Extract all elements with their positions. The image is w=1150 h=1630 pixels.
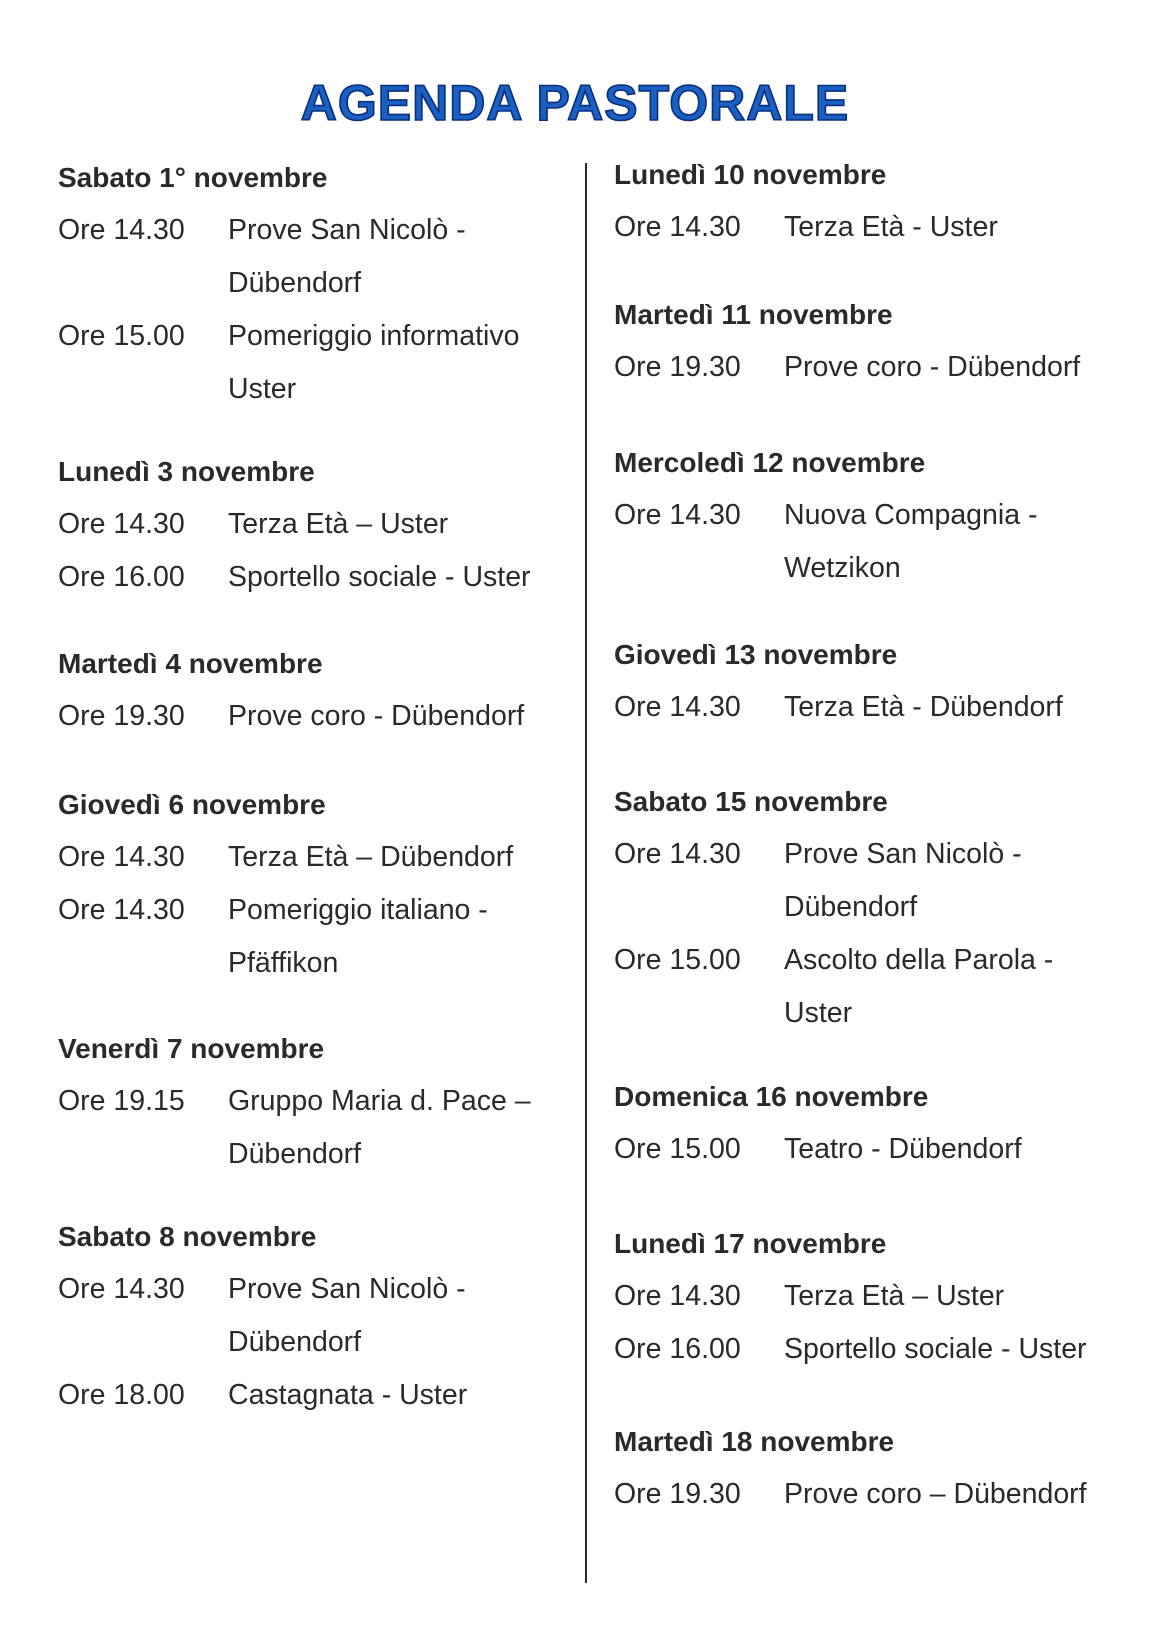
event-row (58, 1263, 578, 1369)
event-time: Ore 14.30 (58, 894, 185, 926)
event-description (228, 310, 519, 416)
event-description (228, 1263, 466, 1369)
day-block (614, 1218, 1134, 1376)
event-description (784, 1468, 1087, 1521)
event-description-line: Ascolto della Parola - (784, 944, 1054, 976)
event-row (614, 934, 1134, 1040)
day-heading: Lunedì 10 novembre (614, 159, 887, 190)
event-description-line: Gruppo Maria d. Pace – (228, 1085, 531, 1117)
event-description (228, 1075, 531, 1181)
event-time: Ore 14.30 (614, 499, 741, 531)
event-row (58, 1369, 578, 1422)
event-description (784, 1323, 1087, 1376)
event-description-line: Nuova Compagnia - (784, 499, 1038, 531)
event-description-line: Prove coro - Dübendorf (228, 700, 525, 732)
event-row (614, 1270, 1134, 1323)
event-description-line: Dübendorf (784, 891, 918, 923)
event-description (228, 690, 524, 743)
event-time: Ore 15.00 (614, 944, 741, 976)
event-description-line: Prove San Nicolò - (228, 214, 466, 246)
event-description-line: Terza Età – Uster (228, 508, 449, 540)
page-title: AGENDA PASTORALE (300, 75, 850, 131)
event-description-line: Terza Età - Uster (784, 211, 998, 243)
event-description-line: Sportello sociale - Uster (228, 561, 531, 593)
event-row (58, 498, 578, 551)
event-time: Ore 19.30 (614, 351, 741, 383)
event-description (228, 498, 448, 551)
event-row (58, 551, 578, 604)
event-description-line: Pfäffikon (228, 947, 339, 979)
event-row (614, 828, 1134, 934)
event-row (58, 690, 578, 743)
day-block (614, 1071, 1134, 1176)
event-description-line: Prove San Nicolò - (228, 1273, 466, 1305)
event-description (784, 934, 1053, 1040)
event-description-line: Dübendorf (228, 267, 362, 299)
event-row (58, 1075, 578, 1181)
event-description-line: Terza Età – Uster (784, 1280, 1005, 1312)
day-heading: Lunedì 17 novembre (614, 1228, 887, 1259)
event-description (784, 681, 1063, 734)
day-block (58, 1211, 578, 1422)
event-time: Ore 16.00 (614, 1333, 741, 1365)
column-divider (585, 163, 587, 1583)
event-row (614, 1468, 1134, 1521)
day-block (58, 779, 578, 990)
event-description-line: Uster (228, 373, 297, 405)
day-heading: Martedì 18 novembre (614, 1426, 895, 1457)
event-time: Ore 14.30 (58, 1273, 185, 1305)
event-description (228, 831, 513, 884)
event-time: Ore 14.30 (58, 508, 185, 540)
event-row (614, 681, 1134, 734)
event-row (614, 201, 1134, 254)
event-time: Ore 18.00 (58, 1379, 185, 1411)
event-description (784, 341, 1080, 394)
day-heading: Sabato 15 novembre (614, 786, 888, 817)
event-row (614, 1123, 1134, 1176)
day-block (614, 776, 1134, 1040)
event-description-line: Pomeriggio italiano - (228, 894, 488, 926)
event-description-line: Sportello sociale - Uster (784, 1333, 1087, 1365)
day-block (58, 446, 578, 604)
event-time: Ore 16.00 (58, 561, 185, 593)
day-block (614, 629, 1134, 734)
event-time: Ore 15.00 (58, 320, 185, 352)
event-description-line: Dübendorf (228, 1326, 362, 1358)
event-row (58, 831, 578, 884)
event-description-line: Castagnata - Uster (228, 1379, 468, 1411)
day-block (58, 638, 578, 743)
event-description (784, 1270, 1004, 1323)
event-time: Ore 14.30 (58, 841, 185, 873)
event-row (58, 884, 578, 990)
event-description (228, 551, 531, 604)
event-time: Ore 14.30 (614, 211, 741, 243)
day-heading: Martedì 4 novembre (58, 648, 323, 679)
day-block (614, 289, 1134, 394)
day-block (58, 1023, 578, 1181)
event-description (784, 1123, 1022, 1176)
event-description (228, 884, 488, 990)
event-description (784, 828, 1022, 934)
event-time: Ore 14.30 (58, 214, 185, 246)
event-description-line: Dübendorf (228, 1138, 362, 1170)
event-time: Ore 15.00 (614, 1133, 741, 1165)
event-row (614, 1323, 1134, 1376)
event-row (58, 310, 578, 416)
day-block (614, 149, 1134, 254)
day-heading: Giovedì 6 novembre (58, 789, 326, 820)
event-description-line: Uster (784, 997, 853, 1029)
event-description (228, 204, 466, 310)
event-time: Ore 19.30 (614, 1478, 741, 1510)
event-time: Ore 19.30 (58, 700, 185, 732)
day-heading: Venerdì 7 novembre (58, 1033, 325, 1064)
day-block (614, 1416, 1134, 1521)
event-time: Ore 14.30 (614, 691, 741, 723)
day-heading: Mercoledì 12 novembre (614, 447, 926, 478)
event-description-line: Wetzikon (784, 552, 901, 584)
event-description-line: Pomeriggio informativo (228, 320, 520, 352)
event-description-line: Prove coro – Dübendorf (784, 1478, 1087, 1510)
event-description-line: Prove San Nicolò - (784, 838, 1022, 870)
event-time: Ore 19.15 (58, 1085, 185, 1117)
event-time: Ore 14.30 (614, 1280, 741, 1312)
event-row (58, 204, 578, 310)
day-heading: Giovedì 13 novembre (614, 639, 898, 670)
event-description-line: Prove coro - Dübendorf (784, 351, 1081, 383)
event-description-line: Teatro - Dübendorf (784, 1133, 1022, 1165)
day-heading: Sabato 1° novembre (58, 162, 328, 193)
day-heading: Domenica 16 novembre (614, 1081, 929, 1112)
event-description-line: Terza Età - Dübendorf (784, 691, 1063, 723)
event-row (614, 489, 1134, 595)
day-heading: Sabato 8 novembre (58, 1221, 317, 1252)
event-description-line: Terza Età – Dübendorf (228, 841, 514, 873)
day-block (58, 152, 578, 416)
event-description (784, 489, 1037, 595)
event-time: Ore 14.30 (614, 838, 741, 870)
day-heading: Martedì 11 novembre (614, 299, 893, 330)
event-description (784, 201, 998, 254)
event-description (228, 1369, 467, 1422)
day-block (614, 437, 1134, 595)
event-row (614, 341, 1134, 394)
day-heading: Lunedì 3 novembre (58, 456, 315, 487)
